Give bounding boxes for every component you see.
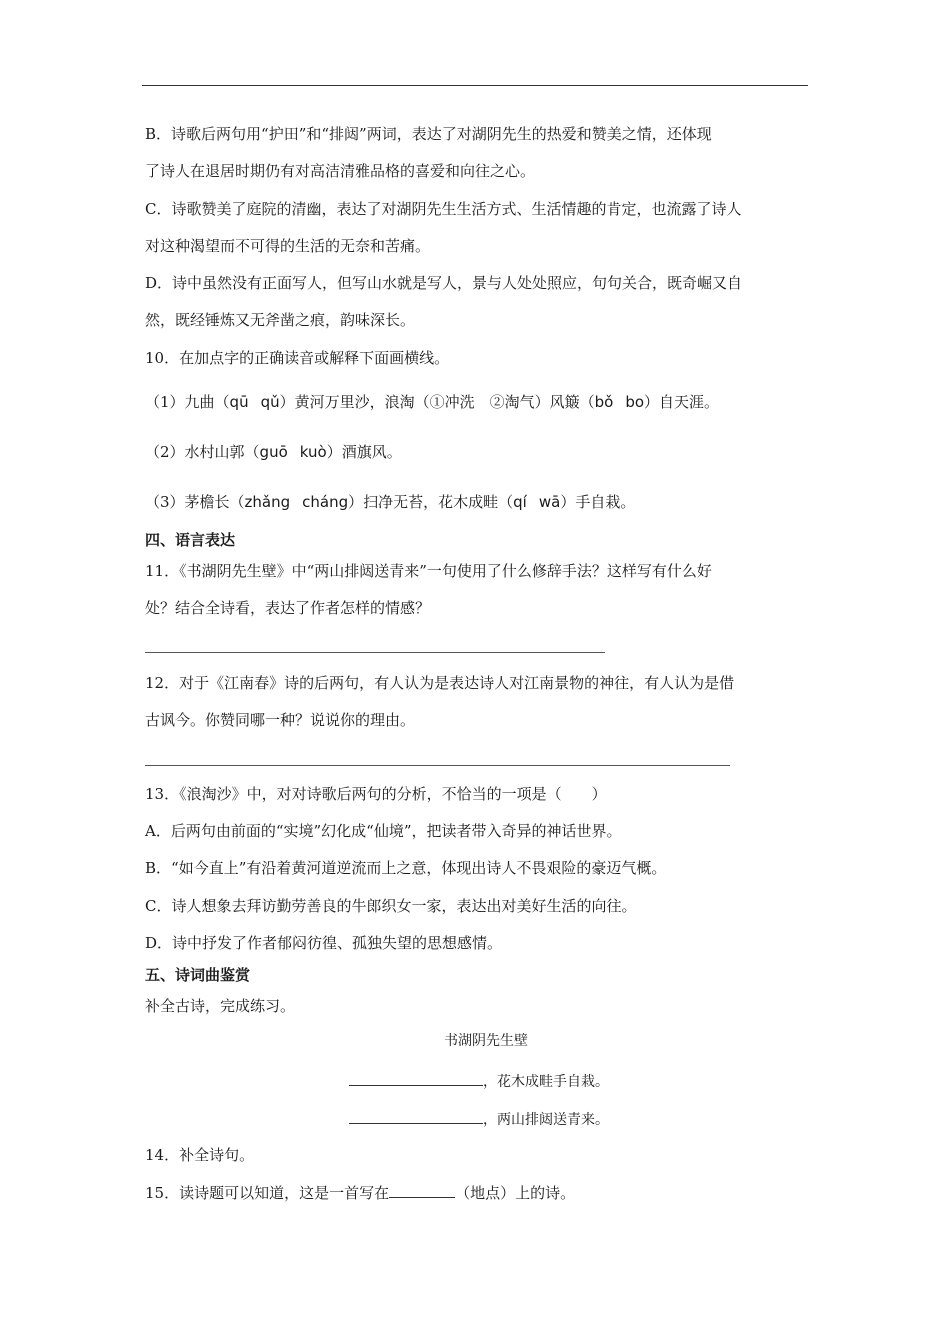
q10-item-3-text-a: （3）茅檐长（ <box>145 493 245 511</box>
q10-item-3 <box>145 492 635 512</box>
q12-line1: 12．对于《江南春》诗的后两句，有人认为是表达诗人对江南景物的神往，有人认为是借 <box>145 674 735 692</box>
q9-option-d-line2: 然，既经锤炼又无斧凿之痕，韵味深长。 <box>145 311 416 329</box>
section-4-heading: 四、语言表达 <box>145 531 236 549</box>
header-rule <box>142 85 808 86</box>
q10-item-1-pinyin-2: qǔ <box>260 393 280 411</box>
q11-line2: 处？结合全诗看，表达了作者怎样的情感？ <box>145 599 431 617</box>
q11-answer-line[interactable] <box>145 652 605 653</box>
q9-option-c-line2: 对这种渴望而不可得的生活的无奈和苦痛。 <box>145 237 431 255</box>
q12-line2: 古讽今。你赞同哪一种？说说你的理由。 <box>145 711 416 729</box>
poem-line-2 <box>349 1108 609 1130</box>
q10-item-1-text-c: ）自天涯。 <box>644 393 720 411</box>
q15-text-a: 15．读诗题可以知道，这是一首写在 <box>145 1184 390 1202</box>
q10-item-3-pinyin-3: qí <box>513 493 527 511</box>
q13-stem: 13．《浪淘沙》中，对对诗歌后两句的分析，不恰当的一项是（ ） <box>145 785 607 803</box>
poem-line-1-text: ，花木成畦手自栽。 <box>483 1074 609 1090</box>
q15 <box>145 1182 575 1203</box>
q10-item-1-pinyin-3: bǒ <box>594 393 614 411</box>
poem-title: 书湖阴先生壁 <box>444 1033 528 1049</box>
q10-stem: 10．在加点字的正确读音或解释下面画横线。 <box>145 349 450 367</box>
q10-item-3-text-b: ）扫净无苔，花木成畦（ <box>348 493 514 511</box>
q10-item-3-pinyin-4: wā <box>538 493 561 511</box>
q10-item-1-pinyin-1: qū <box>229 393 249 411</box>
q10-item-2-text-a: （2）水村山郭（ <box>145 443 260 461</box>
q9-option-d-line1: D．诗中虽然没有正面写人，但写山水就是写人，景与人处处照应，句句关合，既奇崛又自 <box>145 274 743 292</box>
q10-item-1-pinyin-4: bo <box>625 393 645 411</box>
q10-item-3-pinyin-2: cháng <box>302 493 349 511</box>
q10-item-1-text-a: （1）九曲（ <box>145 393 230 411</box>
q9-option-b-line2: 了诗人在退居时期仍有对高洁清雅品格的喜爱和向往之心。 <box>145 162 536 180</box>
q10-item-2-pinyin-1: guō <box>259 443 288 461</box>
q10-item-1 <box>145 392 719 412</box>
q9-option-c-line1: C．诗歌赞美了庭院的清幽，表达了对湖阴先生生活方式、生活情趣的肯定，也流露了诗人 <box>145 200 742 218</box>
poem-line-1 <box>349 1070 609 1092</box>
q10-item-2-text-b: ）酒旗风。 <box>326 443 402 461</box>
q13-option-a: A．后两句由前面的“实境”幻化成“仙境”，把读者带入奇异的神话世界。 <box>145 822 622 840</box>
q9-option-b-line1: B．诗歌后两句用“护田”和“排闼”两词，表达了对湖阴先生的热爱和赞美之情，还体现 <box>145 125 712 143</box>
poem-intro: 补全古诗，完成练习。 <box>145 997 296 1015</box>
q10-item-2-pinyin-2: kuò <box>299 443 327 461</box>
q10-item-1-text-b: ）黄河万里沙，浪淘（①冲洗 ②淘气）风簸（ <box>279 393 595 411</box>
q11-line1: 11．《书湖阴先生壁》中“两山排闼送青来”一句使用了什么修辞手法？这样写有什么好 <box>145 562 712 580</box>
q10-item-3-pinyin-1: zhǎng <box>244 493 291 511</box>
q15-text-b: （地点）上的诗。 <box>455 1184 576 1202</box>
q13-option-d: D．诗中抒发了作者郁闷彷徨、孤独失望的思想感情。 <box>145 934 503 952</box>
poem-line-2-text: ，两山排闼送青来。 <box>483 1112 609 1128</box>
poem-line-1-blank[interactable] <box>349 1070 483 1086</box>
q15-blank[interactable] <box>389 1182 455 1198</box>
q14: 14．补全诗句。 <box>145 1146 255 1164</box>
q10-item-3-text-c: ）手自栽。 <box>560 493 636 511</box>
section-5-heading: 五、诗词曲鉴赏 <box>145 966 251 984</box>
q10-item-2 <box>145 442 402 462</box>
poem-line-2-blank[interactable] <box>349 1108 483 1124</box>
q13-option-b: B．“如今直上”有沿着黄河道逆流而上之意，体现出诗人不畏艰险的豪迈气概。 <box>145 859 667 877</box>
q13-option-c: C．诗人想象去拜访勤劳善良的牛郎织女一家，表达出对美好生活的向往。 <box>145 897 637 915</box>
q12-answer-line[interactable] <box>145 765 730 766</box>
